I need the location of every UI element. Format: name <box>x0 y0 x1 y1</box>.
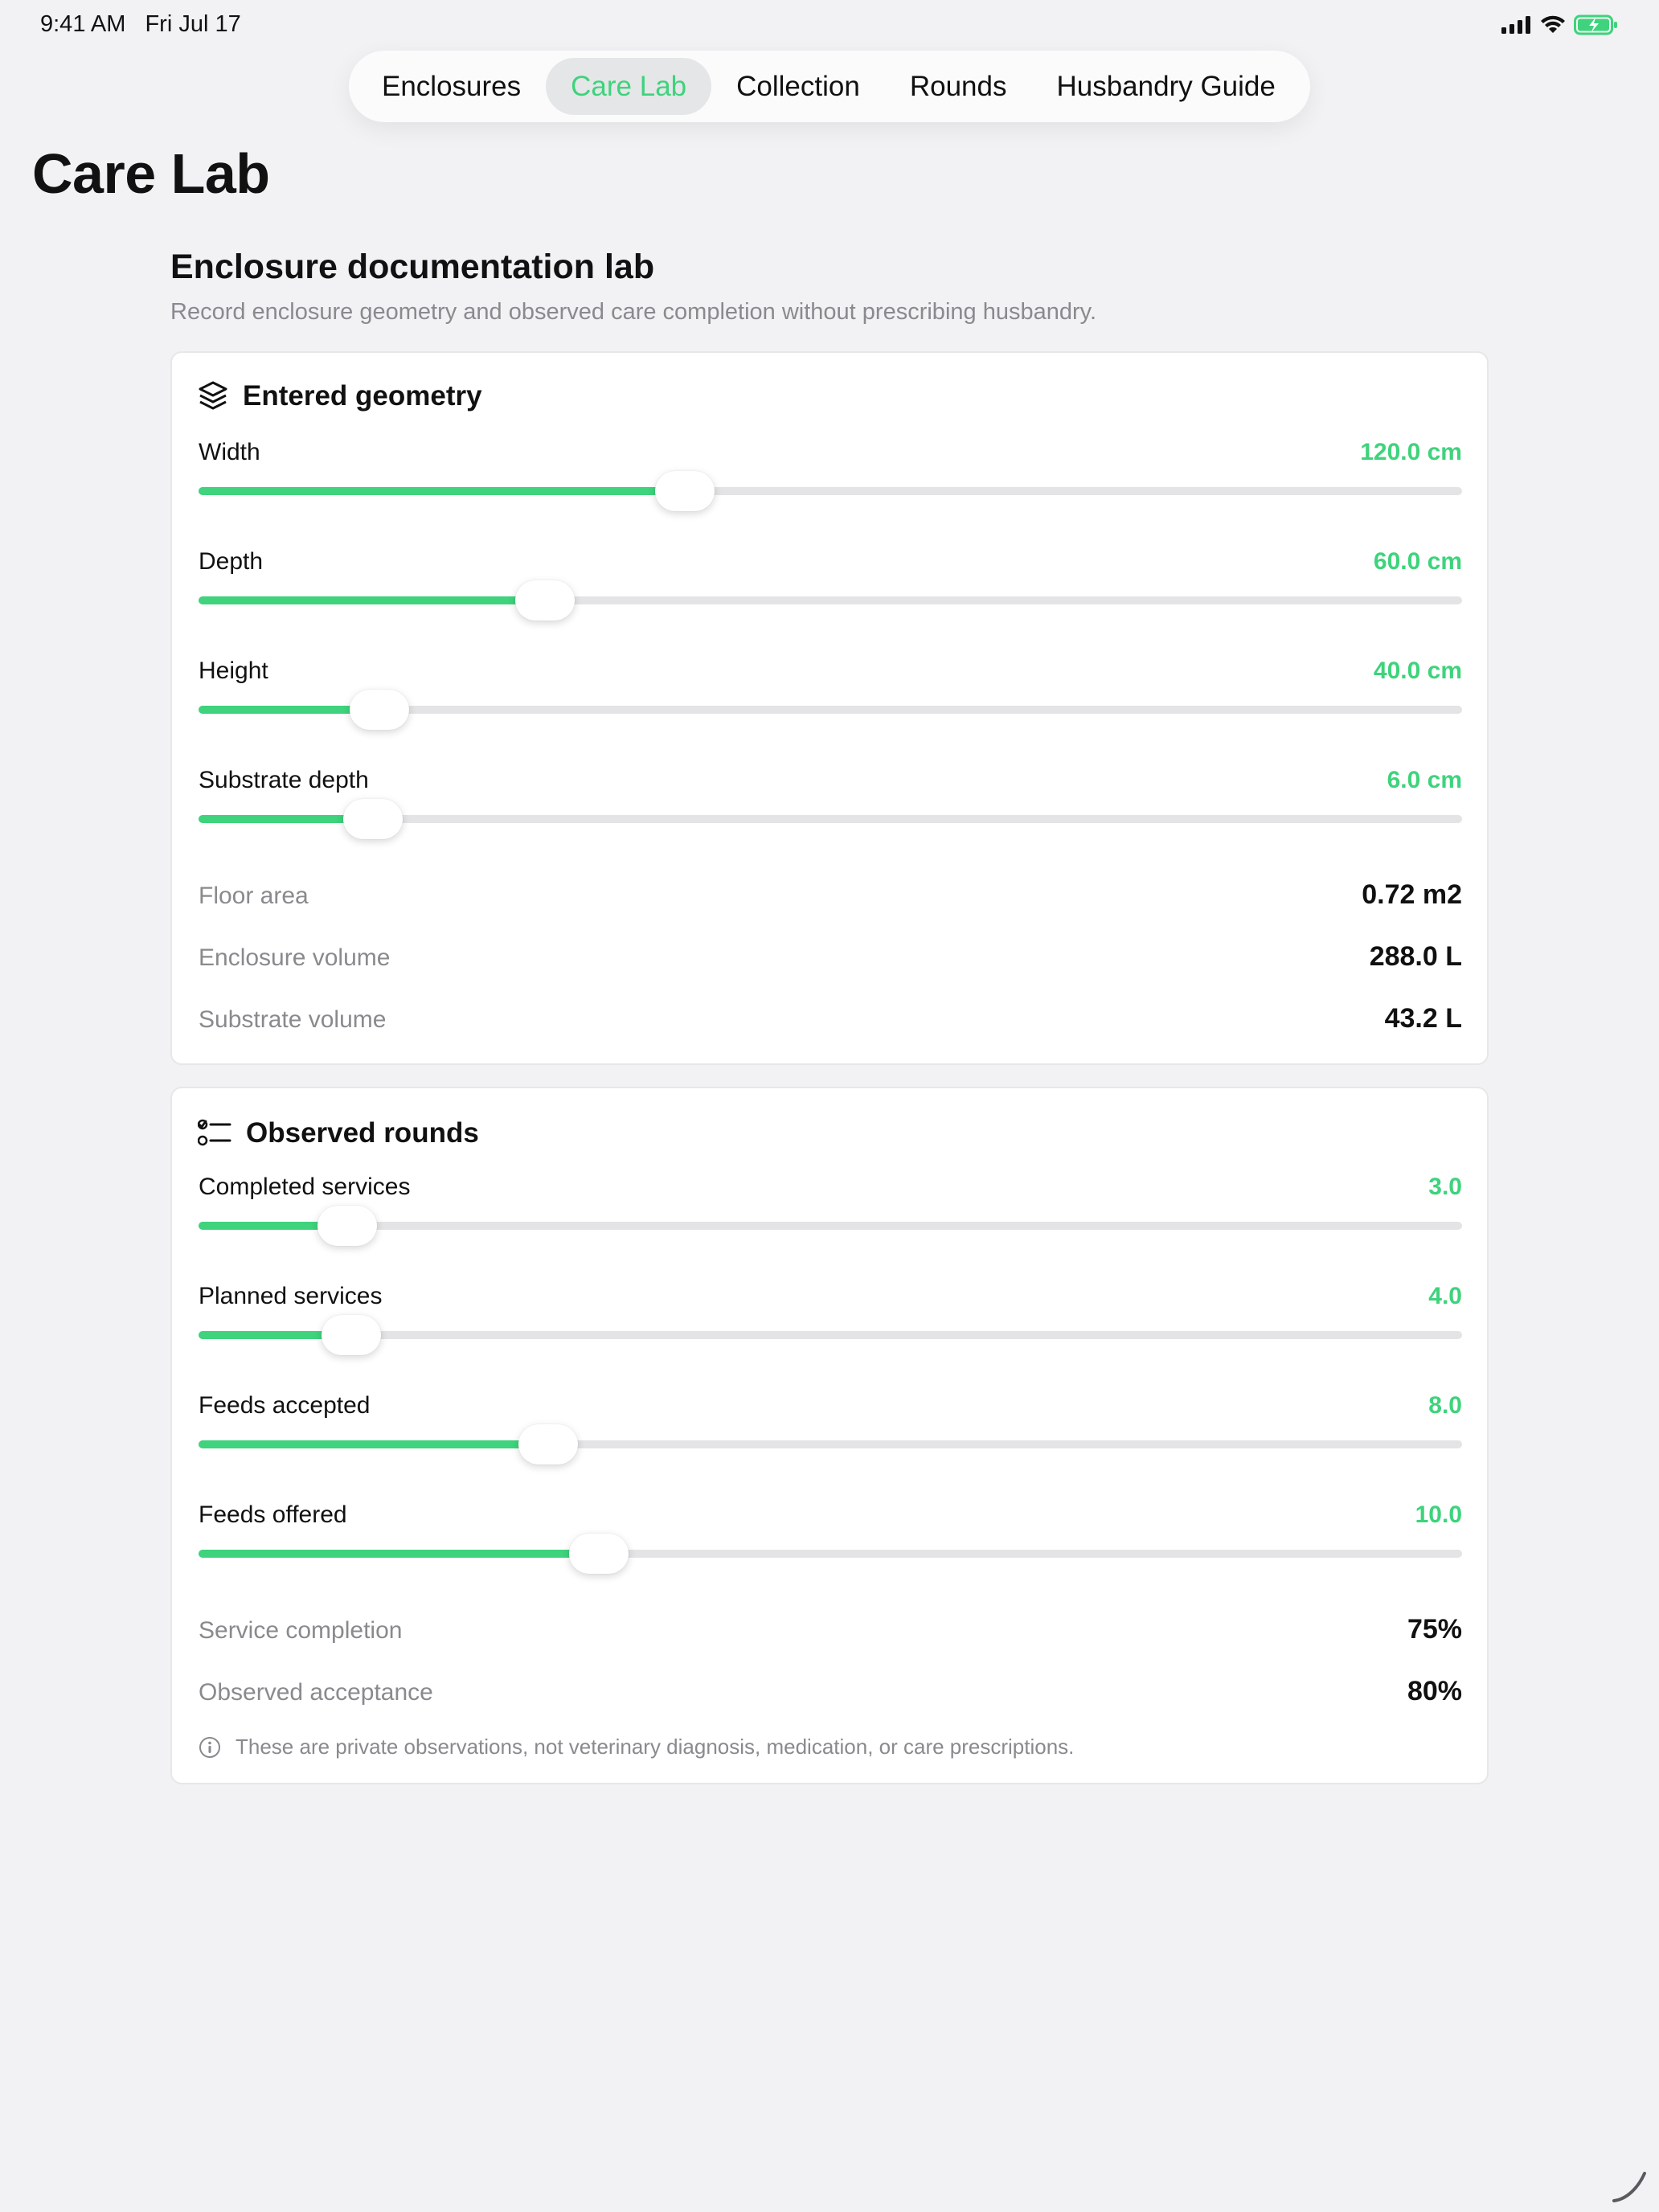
feeds-accepted-label: Feeds accepted <box>199 1392 371 1419</box>
service-completion-value: 75% <box>1407 1614 1462 1645</box>
tab-care-lab[interactable]: Care Lab <box>546 58 711 115</box>
planned-services-label: Planned services <box>199 1283 383 1309</box>
disclaimer-text: These are private observations, not veterinary diagnosis, medication, or care prescriptions. <box>236 1735 1075 1759</box>
tab-collection[interactable]: Collection <box>736 71 860 102</box>
feeds-accepted-slider[interactable] <box>199 1440 1462 1448</box>
service-completion-label: Service completion <box>199 1617 403 1644</box>
rounds-card <box>170 1087 1489 1784</box>
planned-services-value: 4.0 <box>1428 1283 1462 1309</box>
completed-services-slider[interactable] <box>199 1222 1462 1230</box>
depth-slider-row <box>199 548 1462 629</box>
rounds-card-header <box>198 1117 479 1149</box>
wifi-icon <box>1540 15 1566 35</box>
feeds-offered-value: 10.0 <box>1415 1501 1462 1528</box>
substrate-depth-label: Substrate depth <box>199 767 369 793</box>
planned-services-slider[interactable] <box>199 1331 1462 1339</box>
disclaimer-note <box>199 1735 1074 1759</box>
service-completion-row <box>199 1611 1462 1651</box>
enclosure-volume-value: 288.0 L <box>1369 941 1462 972</box>
depth-value: 60.0 cm <box>1373 548 1462 575</box>
page-title: Care Lab <box>32 142 270 205</box>
depth-slider-thumb[interactable] <box>515 580 575 621</box>
width-slider-row <box>199 439 1462 519</box>
scribble-indicator-icon <box>1609 2165 1649 2206</box>
substrate-volume-row <box>199 1000 1462 1040</box>
feeds-offered-slider-thumb[interactable] <box>569 1534 629 1574</box>
observed-acceptance-label: Observed acceptance <box>199 1679 433 1706</box>
layers-icon <box>198 380 228 412</box>
cellular-signal-icon <box>1501 16 1532 34</box>
substrate-depth-value: 6.0 cm <box>1387 767 1462 793</box>
depth-label: Depth <box>199 548 264 575</box>
height-value: 40.0 cm <box>1373 657 1462 684</box>
feeds-offered-label: Feeds offered <box>199 1501 347 1528</box>
tab-husbandry-guide[interactable]: Husbandry Guide <box>1056 71 1276 102</box>
geometry-card <box>170 351 1489 1065</box>
enclosure-volume-row <box>199 938 1462 978</box>
depth-slider-fill <box>199 596 545 604</box>
height-label: Height <box>199 657 268 684</box>
planned-services-slider-row <box>199 1283 1462 1363</box>
status-time <box>40 11 241 38</box>
observed-acceptance-row <box>199 1673 1462 1713</box>
depth-slider[interactable] <box>199 596 1462 604</box>
geometry-card-title: Entered geometry <box>243 380 482 412</box>
battery-charging-icon <box>1574 14 1619 35</box>
feeds-accepted-slider-thumb[interactable] <box>518 1424 578 1464</box>
height-slider-row <box>199 657 1462 738</box>
rounds-card-title: Observed rounds <box>246 1117 479 1149</box>
completed-services-slider-thumb[interactable] <box>317 1206 377 1246</box>
checklist-icon <box>198 1119 231 1148</box>
section-subtitle: Record enclosure geometry and observed care completion without prescribing husbandry. <box>170 299 1097 325</box>
floor-area-value: 0.72 m2 <box>1362 879 1462 910</box>
width-slider[interactable] <box>199 487 1462 495</box>
feeds-accepted-slider-row <box>199 1392 1462 1473</box>
status-bar <box>0 0 1659 51</box>
substrate-depth-slider[interactable] <box>199 815 1462 823</box>
planned-services-slider-thumb[interactable] <box>322 1315 381 1355</box>
floor-area-label: Floor area <box>199 883 309 909</box>
width-slider-fill <box>199 487 685 495</box>
feeds-accepted-value: 8.0 <box>1428 1392 1462 1419</box>
feeds-offered-slider[interactable] <box>199 1550 1462 1558</box>
substrate-volume-label: Substrate volume <box>199 1006 387 1033</box>
substrate-depth-slider-thumb[interactable] <box>343 799 403 839</box>
geometry-card-header <box>198 380 482 412</box>
observed-acceptance-value: 80% <box>1407 1676 1462 1706</box>
info-icon <box>199 1736 221 1759</box>
status-date: Fri Jul 17 <box>145 11 241 37</box>
completed-services-value: 3.0 <box>1428 1174 1462 1200</box>
height-slider-thumb[interactable] <box>350 690 409 730</box>
tab-rounds[interactable]: Rounds <box>909 71 1007 102</box>
top-tab-bar <box>349 51 1310 122</box>
height-slider[interactable] <box>199 706 1462 714</box>
tab-enclosures[interactable]: Enclosures <box>382 71 522 102</box>
status-clock: 9:41 AM <box>40 11 126 37</box>
substrate-depth-slider-row <box>199 767 1462 847</box>
floor-area-row <box>199 876 1462 916</box>
feeds-offered-slider-row <box>199 1501 1462 1582</box>
feeds-offered-slider-fill <box>199 1550 599 1558</box>
width-slider-thumb[interactable] <box>655 471 715 511</box>
width-label: Width <box>199 439 260 465</box>
width-value: 120.0 cm <box>1360 439 1462 465</box>
section-title: Enclosure documentation lab <box>170 248 655 286</box>
enclosure-volume-label: Enclosure volume <box>199 944 391 971</box>
completed-services-slider-row <box>199 1174 1462 1254</box>
substrate-volume-value: 43.2 L <box>1384 1003 1462 1034</box>
completed-services-label: Completed services <box>199 1174 411 1200</box>
status-icons <box>1501 14 1619 35</box>
feeds-accepted-slider-fill <box>199 1440 548 1448</box>
